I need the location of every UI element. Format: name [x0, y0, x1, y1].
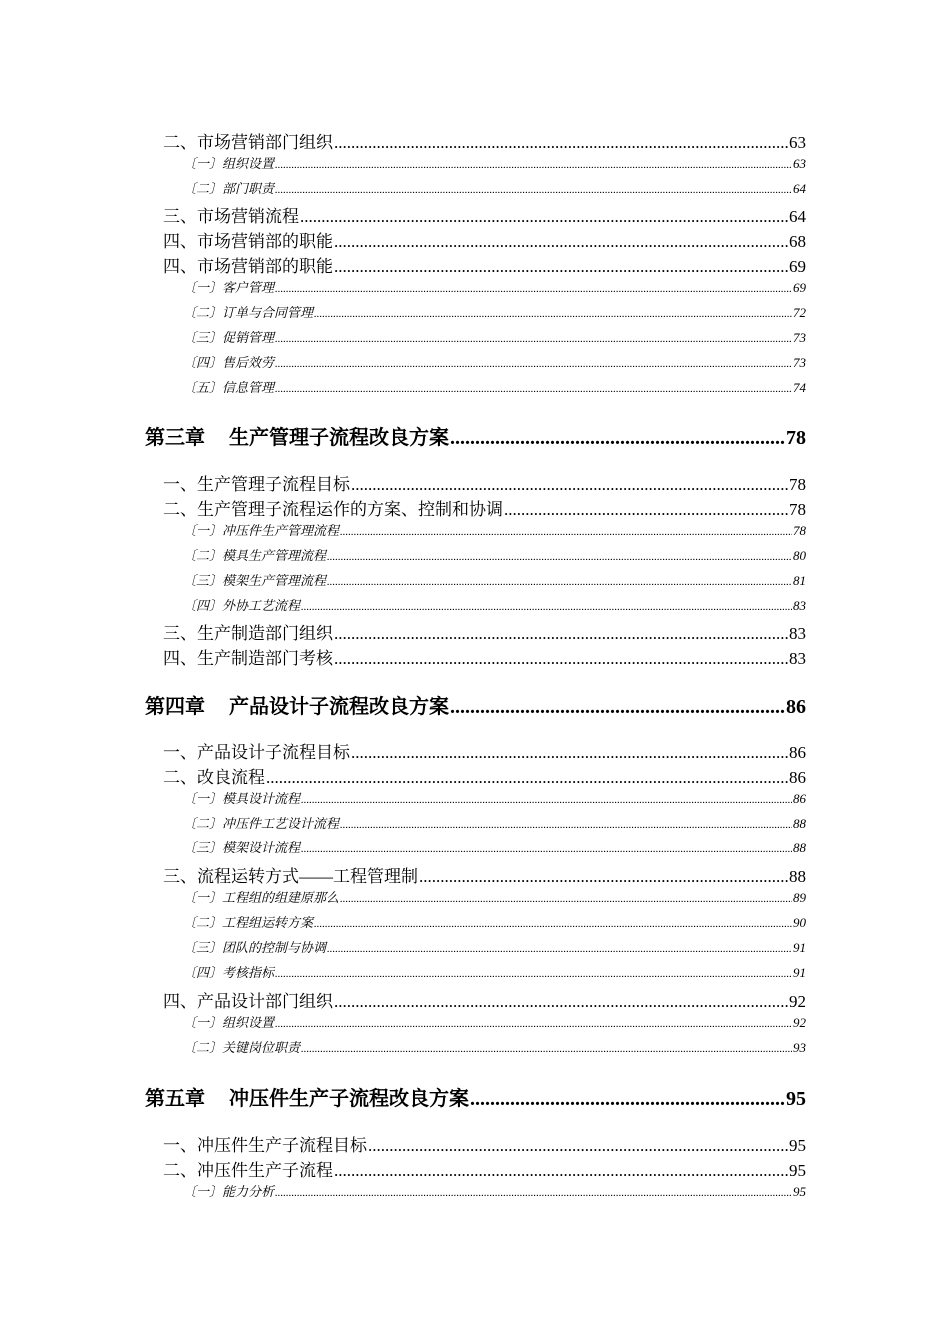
toc-leader-dots — [368, 1136, 788, 1156]
toc-page-number: 92 — [789, 992, 806, 1011]
toc-entry-title: 〔三〕模架设计流程 — [183, 840, 301, 855]
toc-page-number: 91 — [793, 965, 806, 980]
toc-leader-dots — [301, 794, 792, 806]
toc-entry[interactable] — [145, 1012, 806, 1031]
toc-entry-title: 二、生产管理子流程运作的方案、控制和协调 — [163, 500, 503, 519]
toc-leader-dots — [450, 696, 785, 719]
toc-page-number: 63 — [793, 156, 806, 171]
toc-entry-title: 〔一〕工程组的组建原那么 — [183, 890, 340, 905]
toc-leader-dots — [351, 475, 788, 495]
toc-page-number: 80 — [793, 548, 806, 563]
toc-entry[interactable] — [145, 545, 806, 564]
toc-entry-title: 〔二〕关键岗位职责 — [183, 1040, 301, 1055]
toc-page-number: 86 — [786, 696, 806, 718]
toc-page-number: 86 — [789, 743, 806, 762]
toc-chapter-title — [145, 421, 449, 450]
toc-entry[interactable] — [145, 595, 806, 614]
toc-entry[interactable] — [145, 619, 806, 644]
toc-entry-title: 四、市场营销部的职能 — [163, 232, 333, 251]
toc-entry[interactable] — [145, 837, 806, 856]
toc-leader-dots — [314, 308, 792, 320]
toc-page-number: 74 — [793, 380, 806, 395]
toc-chapter-entry[interactable] — [145, 1082, 806, 1111]
toc-chapter-entry[interactable] — [145, 690, 806, 719]
toc-entry[interactable] — [145, 377, 806, 396]
toc-chapter-text: 生产管理子流程改良方案 — [229, 427, 449, 449]
toc-leader-dots — [334, 992, 788, 1012]
toc-page-number: 68 — [789, 232, 806, 251]
toc-page-number: 91 — [793, 940, 806, 955]
toc-chapter-title — [145, 1082, 469, 1111]
toc-entry-title: 三、流程运转方式——工程管理制 — [163, 867, 418, 886]
toc-leader-dots — [301, 1043, 792, 1055]
toc-page-number: 88 — [793, 816, 806, 831]
toc-entry[interactable] — [145, 644, 806, 669]
toc-chapter-title — [145, 690, 449, 719]
toc-entry[interactable] — [145, 813, 806, 832]
toc-leader-dots — [301, 601, 792, 613]
toc-entry-title: 〔一〕冲压件生产管理流程 — [183, 523, 340, 538]
toc-page-number: 81 — [793, 573, 806, 588]
toc-entry-title: 〔二〕订单与合同管理 — [183, 305, 314, 320]
toc-entry-title: 二、冲压件生产子流程 — [163, 1161, 333, 1180]
toc-entry[interactable] — [145, 178, 806, 197]
toc-leader-dots — [340, 526, 792, 538]
toc-leader-dots — [275, 159, 792, 171]
toc-leader-dots — [266, 768, 788, 788]
toc-page-number: 90 — [793, 915, 806, 930]
toc-leader-dots — [334, 649, 788, 669]
toc-page-number: 89 — [793, 890, 806, 905]
toc-entry-title: 〔一〕能力分析 — [183, 1184, 275, 1199]
toc-page-number: 88 — [789, 867, 806, 886]
toc-page-number: 86 — [793, 791, 806, 806]
toc-entry-title: 〔四〕考核指标 — [183, 965, 275, 980]
toc-entry-title: 四、生产制造部门考核 — [163, 649, 333, 668]
toc-leader-dots — [301, 843, 792, 855]
toc-entry[interactable] — [145, 937, 806, 956]
toc-leader-dots — [450, 427, 785, 450]
toc-entry[interactable] — [145, 470, 806, 495]
toc-leader-dots — [275, 283, 792, 295]
toc-leader-dots — [334, 257, 788, 277]
toc-page-number: 92 — [793, 1015, 806, 1030]
toc-entry-title: 〔三〕促销管理 — [183, 330, 275, 345]
toc-entry[interactable] — [145, 763, 806, 788]
toc-entry[interactable] — [145, 570, 806, 589]
toc-page-number: 86 — [789, 768, 806, 787]
toc-page-number: 69 — [789, 257, 806, 276]
toc-entry[interactable] — [145, 128, 806, 153]
toc-leader-dots — [334, 133, 788, 153]
toc-entry[interactable] — [145, 887, 806, 906]
toc-chapter-number: 第五章 — [145, 1088, 205, 1110]
toc-entry-title: 一、生产管理子流程目标 — [163, 475, 350, 494]
toc-entry[interactable] — [145, 227, 806, 252]
toc-entry[interactable] — [145, 1037, 806, 1056]
toc-entry[interactable] — [145, 202, 806, 227]
toc-leader-dots — [327, 943, 792, 955]
toc-entry[interactable] — [145, 352, 806, 371]
toc-entry-title: 〔五〕信息管理 — [183, 380, 275, 395]
toc-page-number: 73 — [793, 330, 806, 345]
toc-chapter-entry[interactable] — [145, 421, 806, 450]
toc-leader-dots — [275, 184, 792, 196]
toc-entry-title: 三、市场营销流程 — [163, 207, 299, 226]
toc-page-number: 93 — [793, 1040, 806, 1055]
toc-entry[interactable] — [145, 277, 806, 296]
toc-page-number: 78 — [789, 500, 806, 519]
toc-entry-title: 一、冲压件生产子流程目标 — [163, 1136, 367, 1155]
toc-entry-title: 〔二〕工程组运转方案 — [183, 915, 314, 930]
toc-entry-title: 〔三〕模架生产管理流程 — [183, 573, 327, 588]
toc-page-number: 64 — [793, 181, 806, 196]
toc-leader-dots — [419, 867, 788, 887]
toc-page-number: 95 — [793, 1184, 806, 1199]
toc-page-number: 83 — [789, 624, 806, 643]
toc-entry[interactable] — [145, 302, 806, 321]
toc-entry-title: 四、产品设计部门组织 — [163, 992, 333, 1011]
toc-entry[interactable] — [145, 1181, 806, 1200]
toc-page-number: 83 — [793, 598, 806, 613]
toc-leader-dots — [334, 624, 788, 644]
toc-page-number: 83 — [789, 649, 806, 668]
toc-entry-title: 二、市场营销部门组织 — [163, 133, 333, 152]
toc-leader-dots — [275, 333, 792, 345]
toc-entry-title: 二、改良流程 — [163, 768, 265, 787]
toc-leader-dots — [327, 551, 792, 563]
toc-chapter-number: 第三章 — [145, 427, 205, 449]
toc-entry[interactable] — [145, 1156, 806, 1181]
toc-entry[interactable] — [145, 1131, 806, 1156]
toc-entry[interactable] — [145, 962, 806, 981]
toc-chapter-text: 冲压件生产子流程改良方案 — [229, 1088, 469, 1110]
toc-page-number: 64 — [789, 207, 806, 226]
toc-leader-dots — [275, 1187, 792, 1199]
toc-leader-dots — [300, 207, 788, 227]
toc-page-number: 95 — [786, 1088, 806, 1110]
toc-leader-dots — [340, 893, 792, 905]
toc-entry-title: 三、生产制造部门组织 — [163, 624, 333, 643]
toc-page-number: 63 — [789, 133, 806, 152]
toc-leader-dots — [334, 1161, 788, 1181]
toc-leader-dots — [470, 1088, 785, 1111]
toc-page-number: 78 — [793, 523, 806, 538]
toc-entry[interactable] — [145, 327, 806, 346]
toc-page-number: 95 — [789, 1136, 806, 1155]
toc-entry-title: 〔二〕冲压件工艺设计流程 — [183, 816, 340, 831]
toc-leader-dots — [314, 918, 792, 930]
toc-page-number: 88 — [793, 840, 806, 855]
toc-entry-title: 一、产品设计子流程目标 — [163, 743, 350, 762]
toc-page-number: 78 — [789, 475, 806, 494]
toc-entry-title: 〔二〕模具生产管理流程 — [183, 548, 327, 563]
toc-entry-title: 〔一〕客户管理 — [183, 280, 275, 295]
toc-leader-dots — [327, 576, 792, 588]
toc-entry-title: 〔一〕组织设置 — [183, 1015, 275, 1030]
toc-entry[interactable] — [145, 495, 806, 520]
toc-page-number: 72 — [793, 305, 806, 320]
toc-entry-title: 〔一〕模具设计流程 — [183, 791, 301, 806]
toc-page-number: 73 — [793, 355, 806, 370]
toc-leader-dots — [275, 1018, 792, 1030]
toc-entry[interactable] — [145, 788, 806, 807]
toc-page-number: 95 — [789, 1161, 806, 1180]
toc-entry[interactable] — [145, 252, 806, 277]
toc-leader-dots — [334, 232, 788, 252]
toc-page-number: 69 — [793, 280, 806, 295]
toc-chapter-text: 产品设计子流程改良方案 — [229, 696, 449, 718]
toc-entry-title: 〔三〕团队的控制与协调 — [183, 940, 327, 955]
toc-entry[interactable] — [145, 738, 806, 763]
toc-entry[interactable] — [145, 520, 806, 539]
toc-leader-dots — [340, 819, 792, 831]
toc-entry[interactable] — [145, 912, 806, 931]
toc-leader-dots — [275, 383, 792, 395]
toc-entry-title: 〔四〕售后效劳 — [183, 355, 275, 370]
toc-leader-dots — [275, 358, 792, 370]
toc-leader-dots — [504, 500, 788, 520]
toc-entry-title: 〔一〕组织设置 — [183, 156, 275, 171]
toc-chapter-number: 第四章 — [145, 696, 205, 718]
toc-leader-dots — [275, 968, 792, 980]
toc-leader-dots — [351, 743, 788, 763]
toc-entry-title: 〔二〕部门职责 — [183, 181, 275, 196]
toc-entry[interactable] — [145, 153, 806, 172]
toc-entry[interactable] — [145, 987, 806, 1012]
toc-entry[interactable] — [145, 862, 806, 887]
toc-entry-title: 四、市场营销部的职能 — [163, 257, 333, 276]
toc-entry-title: 〔四〕外协工艺流程 — [183, 598, 301, 613]
toc-page-number: 78 — [786, 427, 806, 449]
